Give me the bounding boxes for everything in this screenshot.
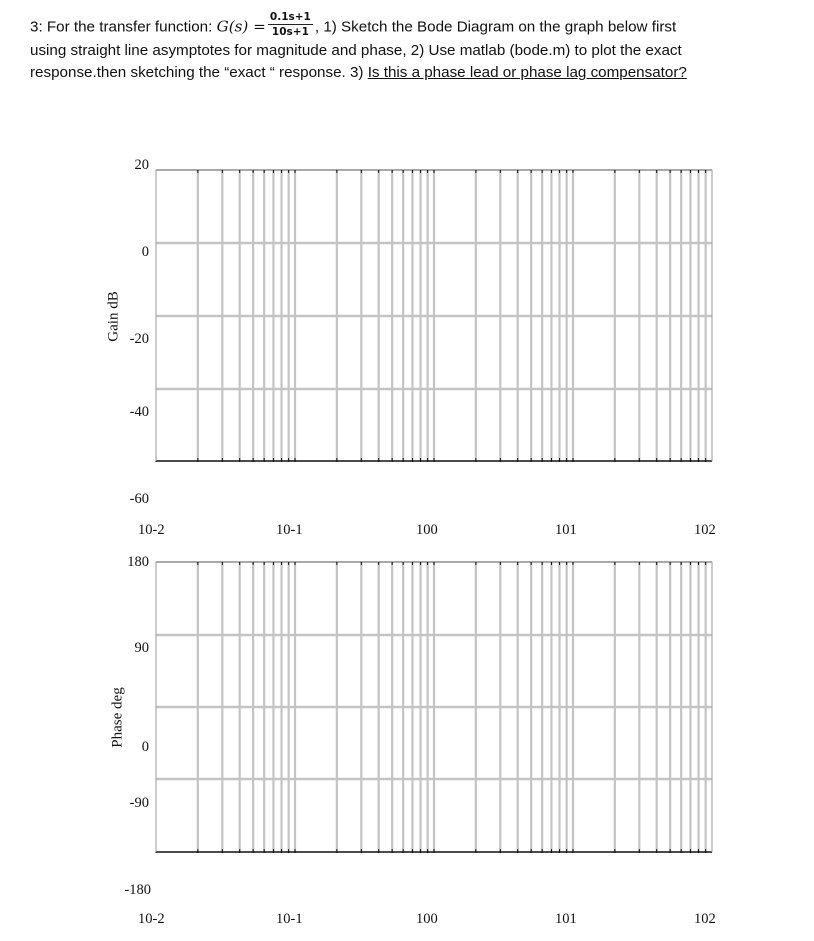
phase-ytick-label: -180: [124, 882, 151, 898]
gain-ytick-label: 20: [134, 157, 149, 173]
gain-xtick-label: 102: [694, 522, 716, 538]
fraction-numerator: 0.1s+1: [269, 11, 311, 23]
gain-ytick-label: 0: [141, 244, 149, 260]
phase-xtick-label: 10-1: [276, 911, 303, 927]
question-line-2: using straight line asymptotes for magnitude and phase, 2) Use matlab (bode.m) to plot the exact: [30, 42, 682, 59]
gain-ytick-label: -40: [129, 404, 149, 420]
phase-ytick-label: 0: [141, 739, 149, 755]
phase-ytick-label: 90: [134, 640, 149, 656]
gain-xtick-label: 101: [555, 522, 577, 538]
gain-xtick-label: 10-1: [276, 522, 303, 538]
gain-ytick-label: -20: [129, 331, 149, 347]
question-instruction-1: , 1) Sketch the Bode Diagram on the graph below first: [314, 18, 677, 36]
phase-ytick-label: 180: [127, 554, 149, 570]
phase-xtick-label: 102: [694, 911, 716, 927]
question-line-3-text: response.then sketching the “exact “ response. 3): [30, 64, 368, 81]
gain-xtick-label: 10-2: [138, 522, 165, 538]
phase-xtick-label: 101: [555, 911, 577, 927]
phase-xtick-label: 10-2: [138, 911, 165, 927]
gain-ytick-label: -60: [129, 491, 149, 507]
phase-xtick-label: 100: [416, 911, 438, 927]
question-prefix: 3: For the transfer function:: [30, 18, 217, 36]
function-name: G(s) =: [216, 17, 266, 36]
question-part-3-underlined: Is this a phase lead or phase lag compensator?: [367, 64, 687, 81]
gain-xtick-label: 100: [416, 522, 438, 538]
gain-axis-title: Gain dB: [105, 291, 122, 342]
phase-ytick-label: -90: [129, 795, 149, 811]
fraction-denominator: 10s+1: [271, 26, 309, 38]
phase-axis-title: Phase deg: [109, 687, 126, 748]
